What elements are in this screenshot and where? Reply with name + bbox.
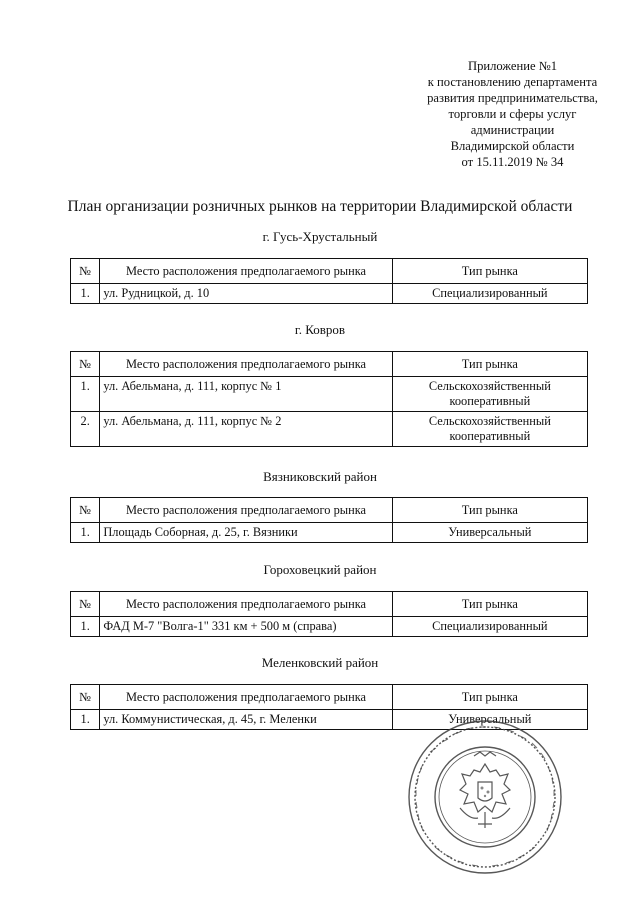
- cell-location: ул. Коммунистическая, д. 45, г. Меленки: [100, 710, 392, 730]
- appendix-line: Приложение №1: [467, 59, 558, 73]
- section-heading: Меленковский район: [261, 655, 379, 670]
- table-header-row: [71, 498, 588, 523]
- appendix-line: торговли и сферы услуг: [448, 107, 577, 121]
- cell-num: 1.: [71, 710, 100, 730]
- table-row: [71, 412, 588, 447]
- table-header-row: [71, 352, 588, 377]
- header-num: №: [71, 259, 100, 284]
- table-row: [71, 377, 588, 412]
- cell-location: ул. Абельмана, д. 111, корпус № 1: [100, 377, 392, 412]
- cell-type: Специализированный: [392, 284, 587, 304]
- cell-num: 1.: [71, 377, 100, 412]
- header-num: №: [71, 498, 100, 523]
- table-header-row: [71, 259, 588, 284]
- appendix-line: администрации: [470, 123, 555, 137]
- header-type: Тип рынка: [392, 685, 587, 710]
- header-type: Тип рынка: [392, 259, 587, 284]
- appendix-block: [400, 58, 625, 170]
- section-heading: Вязниковский район: [263, 469, 377, 484]
- header-num: №: [71, 352, 100, 377]
- cell-location: ФАД М-7 "Волга-1" 331 км + 500 м (справа): [100, 617, 392, 637]
- table-row: [71, 523, 588, 543]
- header-type: Тип рынка: [392, 352, 587, 377]
- document-title: План организации розничных рынков на территории Владимирской области: [67, 198, 573, 215]
- header-location: Место расположения предполагаемого рынка: [100, 592, 392, 617]
- cell-type: Универсальный: [392, 710, 587, 730]
- appendix-line: Владимирской области: [450, 139, 575, 153]
- table-row: [71, 617, 588, 637]
- appendix-line: к постановлению департамента: [427, 75, 598, 89]
- markets-table: [70, 591, 588, 637]
- cell-type: Специализированный: [392, 617, 587, 637]
- table-header-row: [71, 685, 588, 710]
- cell-location: ул. Абельмана, д. 111, корпус № 2: [100, 412, 392, 447]
- header-location: Место расположения предполагаемого рынка: [100, 685, 392, 710]
- table-row: [71, 284, 588, 304]
- markets-table: [70, 497, 588, 543]
- markets-table: [70, 351, 588, 447]
- section-heading: Гороховецкий район: [263, 562, 377, 577]
- header-num: №: [71, 685, 100, 710]
- cell-num: 1.: [71, 284, 100, 304]
- section-heading: г. Гусь-Хрустальный: [262, 229, 378, 244]
- cell-type: Универсальный: [392, 523, 587, 543]
- table-header-row: [71, 592, 588, 617]
- header-location: Место расположения предполагаемого рынка: [100, 498, 392, 523]
- appendix-line: от 15.11.2019 № 34: [461, 155, 564, 169]
- cell-type: Сельскохозяйственный кооперативный: [392, 412, 587, 447]
- cell-num: 1.: [71, 617, 100, 637]
- header-num: №: [71, 592, 100, 617]
- cell-location: ул. Рудницкой, д. 10: [100, 284, 392, 304]
- header-type: Тип рынка: [392, 498, 587, 523]
- header-location: Место расположения предполагаемого рынка: [100, 352, 392, 377]
- markets-table: [70, 258, 588, 304]
- header-location: Место расположения предполагаемого рынка: [100, 259, 392, 284]
- cell-num: 2.: [71, 412, 100, 447]
- cell-num: 1.: [71, 523, 100, 543]
- cell-location: Площадь Соборная, д. 25, г. Вязники: [100, 523, 392, 543]
- appendix-line: развития предпринимательства,: [427, 91, 598, 105]
- section-heading: г. Ковров: [294, 322, 346, 337]
- header-type: Тип рынка: [392, 592, 587, 617]
- cell-type: Сельскохозяйственный кооперативный: [392, 377, 587, 412]
- official-seal: [400, 712, 570, 882]
